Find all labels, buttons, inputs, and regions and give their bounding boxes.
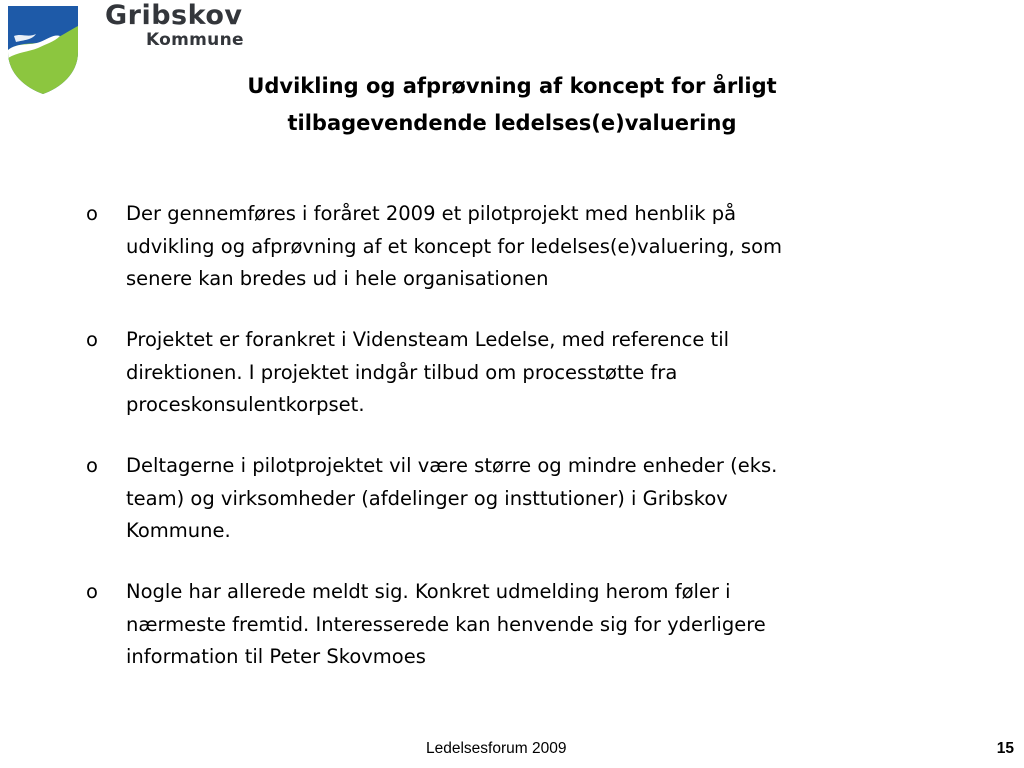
- bullet-item: [86, 450, 926, 548]
- shield-icon: [8, 6, 78, 94]
- bullet-line: senere kan bredes ud i hele organisationen: [126, 267, 549, 290]
- bullet-list: [86, 198, 926, 702]
- bullet-marker: o: [86, 328, 98, 351]
- slide-title: [176, 68, 848, 142]
- bullet-line: udvikling og afprøvning af et koncept for ledelses(e)valuering, som: [126, 234, 783, 258]
- bullet-line: nærmeste fremtid. Interesserede kan henvende sig for yderligere: [126, 612, 766, 636]
- logo-wordmark: [105, 2, 244, 49]
- bullet-marker: o: [86, 454, 98, 477]
- bullet-line: direktionen. I projektet indgår tilbud om processtøtte fra: [126, 360, 678, 384]
- logo-line-2: Kommune: [146, 30, 244, 50]
- footer-text: Ledelsesforum 2009: [426, 740, 567, 757]
- page-number: 15: [996, 740, 1014, 757]
- title-line-2: tilbagevendende ledelses(e)valuering: [287, 111, 737, 135]
- bullet-line: Projektet er forankret i Vidensteam Ledelse, med reference til: [126, 328, 730, 351]
- bullet-line: Kommune.: [126, 519, 231, 542]
- logo-line-1: Gribskov: [105, 0, 243, 31]
- bullet-line: proceskonsulentkorpset.: [126, 393, 365, 416]
- bullet-item: [86, 576, 926, 674]
- bullet-item: [86, 198, 926, 296]
- bullet-line: team) og virksomheder (afdelinger og insttutioner) i Gribskov: [126, 486, 728, 510]
- title-line-1: Udvikling og afprøvning af koncept for årligt: [247, 74, 777, 98]
- bullet-line: Deltagerne i pilotprojektet vil være større og mindre enheder (eks.: [126, 454, 778, 477]
- bullet-line: Nogle har allerede meldt sig. Konkret udmelding herom føler i: [126, 580, 731, 603]
- bullet-marker: o: [86, 202, 98, 225]
- bullet-marker: o: [86, 580, 98, 603]
- bullet-line: Der gennemføres i foråret 2009 et pilotprojekt med henblik på: [126, 202, 737, 225]
- bullet-item: [86, 324, 926, 422]
- bullet-line: information til Peter Skovmoes: [126, 645, 426, 668]
